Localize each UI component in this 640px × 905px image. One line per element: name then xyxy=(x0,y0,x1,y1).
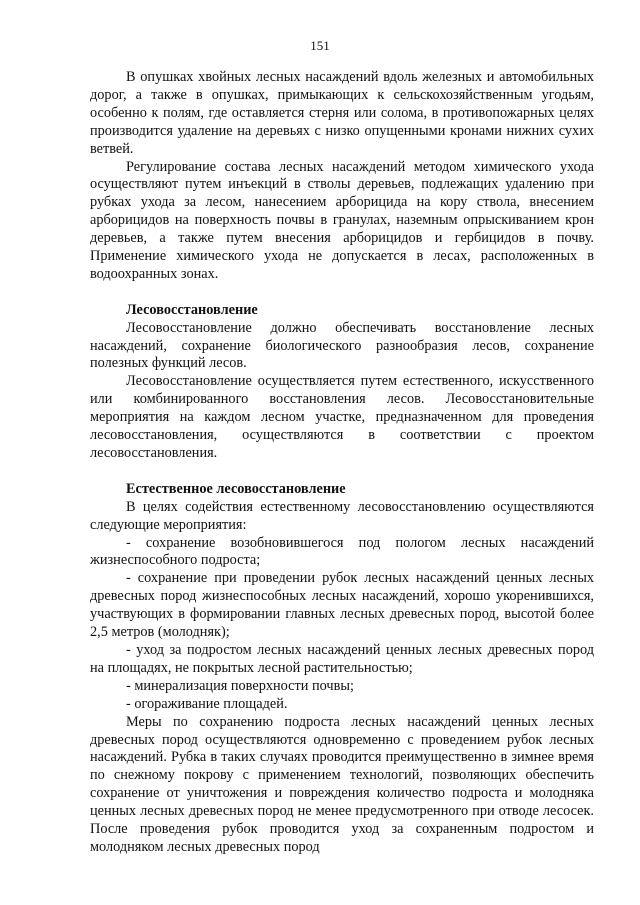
paragraph-preservation-measures: Меры по сохранению подроста лесных насаждений ценных лесных древесных пород осуществляются одновременно с проведением рубок лесных насаждений. Рубка в таких случаях проводится преимущественно в зимнее время по снежному покрову с применением технологий, позволяющих обеспечить сохранение от уничтожения и повреждения количество подроста и молодняка ценных лесных древесных пород не менее предусмотренного при отводе лесосек. После проведения рубок проводится уход за сохраненным подростом и молодняком лесных древесных пород xyxy=(90,713,594,855)
paragraph-reforestation-goals: Лесовосстановление должно обеспечивать восстановление лесных насаждений, сохранение биологического разнообразия лесов, сохранение полезных функций лесов. xyxy=(90,319,594,372)
page-body xyxy=(90,69,594,857)
paragraph-natural-measures-intro: В целях содействия естественному лесовосстановлению осуществляются следующие мероприятия: xyxy=(90,498,594,533)
list-item-young-stands: - сохранение при проведении рубок лесных насаждений ценных лесных древесных пород жизнеспособных лесных насаждений, хорошо укоренившихся, участвующих в формировании главных лесных древесных пород, высотой более 2,5 метров (молодняк); xyxy=(90,570,594,641)
paragraph-buffer-zones: В опушках хвойных лесных насаждений вдоль железных и автомобильных дорог, а также в опушках, примыкающих к сельскохозяйственным угодьям, особенно к полям, где оставляется стерня или солома, в противопожарных целях производится удаление на деревьях с низко опущенными кронами нижних сухих ветвей. xyxy=(90,69,594,157)
list-item-fencing: - огораживание площадей. xyxy=(126,695,288,712)
heading-natural-reforestation: Естественное лесовосстановление xyxy=(126,480,346,497)
paragraph-chemical-care: Регулирование состава лесных насаждений методом химического ухода осуществляют путем инъекций в стволы деревьев, подлежащих удалению при рубках ухода за лесом, нанесением арборицида на кору ствола, внесением арборицидов на поверхность почвы в гранулах, наземным опрыскиванием крон деревьев, а также путем внесения арборицидов и гербицидов в почву. Применение химического ухода не допускается в лесах, расположенных в водоохранных зонах. xyxy=(90,158,594,282)
heading-reforestation: Лесовосстановление xyxy=(126,301,258,318)
paragraph-reforestation-methods: Лесовосстановление осуществляется путем естественного, искусственного или комбинированного восстановления лесов. Лесовосстановительные мероприятия на каждом лесном участке, предназначенном для проведения лесовосстановления, осуществляются в соответствии с проектом лесовосстановления. xyxy=(90,373,594,462)
list-item-undergrowth: - сохранение возобновившегося под пологом лесных насаждений жизнеспособного подроста; xyxy=(90,534,594,569)
list-item-care-areas: - уход за подростом лесных насаждений ценных лесных древесных пород на площадях, не покрытых лесной растительностью; xyxy=(90,641,594,676)
list-item-mineralization: - минерализация поверхности почвы; xyxy=(126,677,354,694)
page-number: 151 xyxy=(310,38,330,53)
